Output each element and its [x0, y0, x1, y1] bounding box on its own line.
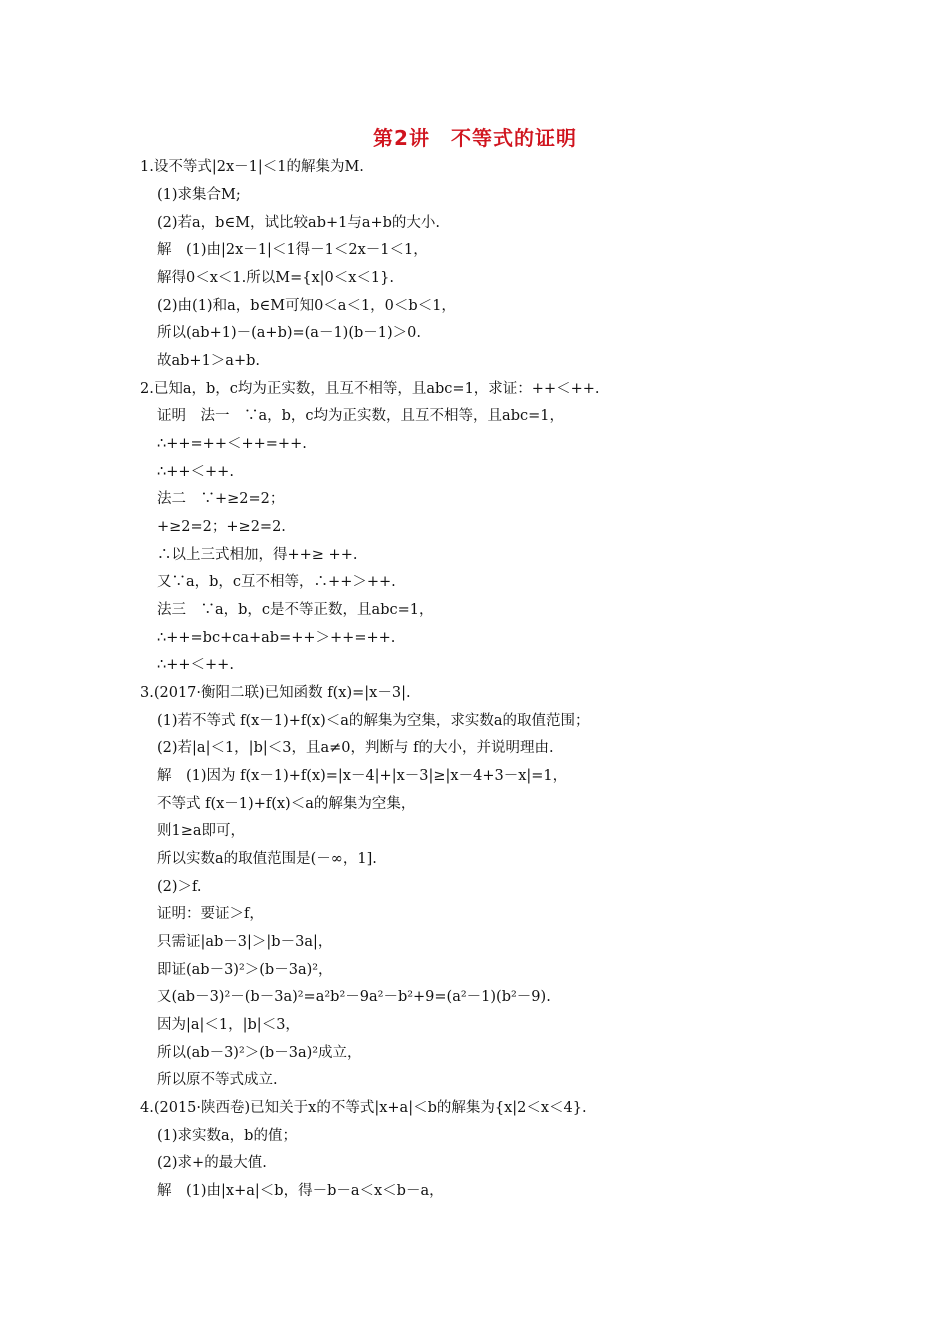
- problem-3-solution-line: 即证(ab－3)²＞(b－3a)²，: [157, 962, 333, 978]
- problem-2-proof-line: ∴++＜++.: [157, 464, 234, 480]
- problem-2-proof-line: 法二 ∵+≥2=2；: [157, 491, 285, 507]
- problem-1-solution-line: 解得0＜x＜1.所以M={x|0＜x＜1}.: [157, 270, 394, 286]
- problem-2-proof-line: 证明 法一 ∵a，b，c均为正实数，且互不相等，且abc=1，: [157, 408, 564, 424]
- problem-2-proof-line: ∴++=++＜++=++.: [157, 436, 307, 452]
- problem-2-proof-line: ∴++=bc+ca+ab=++＞++=++.: [157, 630, 396, 646]
- problem-2-proof-line: 又∵a，b，c互不相等，∴++＞++.: [157, 574, 396, 590]
- problem-3-solution-line: 又(ab－3)²－(b－3a)²=a²b²－9a²－b²+9=(a²－1)(b²－9).: [157, 989, 551, 1005]
- problem-2-statement: 2.已知a，b，c均为正实数，且互不相等，且abc=1，求证：++＜++.: [140, 381, 600, 397]
- problem-1-solution-line: (2)由(1)和a，b∈M可知0＜a＜1，0＜b＜1，: [157, 298, 456, 314]
- problem-2-proof-line: ∴++＜++.: [157, 657, 234, 673]
- problem-4-solution-line: 解 (1)由|x+a|＜b，得－b－a＜x＜b－a，: [157, 1183, 444, 1199]
- page-title: 第2讲 不等式的证明: [373, 126, 577, 150]
- problem-1-solution-line: 所以(ab+1)－(a+b)=(a－1)(b－1)＞0.: [157, 325, 421, 341]
- problem-3-solution-line: 所以实数a的取值范围是(－∞，1].: [157, 851, 377, 867]
- problem-3-solution-line: 所以(ab－3)²＞(b－3a)²成立，: [157, 1045, 362, 1061]
- problem-2-proof-line: 法三 ∵a，b，c是不等正数，且abc=1，: [157, 602, 434, 618]
- problem-3-part-2: (2)若|a|＜1，|b|＜3，且a≠0，判断与 f的大小，并说明理由.: [157, 740, 554, 756]
- problem-3-solution-line: 因为|a|＜1，|b|＜3，: [157, 1017, 300, 1033]
- problem-3-solution-line: 则1≥a即可，: [157, 823, 246, 839]
- problem-4-statement: 4.(2015·陕西卷)已知关于x的不等式|x+a|＜b的解集为{x|2＜x＜4}.: [140, 1100, 587, 1116]
- problem-3-solution-line: 证明：要证＞f，: [157, 906, 264, 922]
- problem-1-solution-line: 故ab+1＞a+b.: [157, 353, 260, 369]
- problem-3-statement: 3.(2017·衡阳二联)已知函数 f(x)=|x－3|.: [140, 685, 411, 701]
- problem-1-solution-line: 解 (1)由|2x－1|＜1得－1＜2x－1＜1，: [157, 242, 428, 258]
- problem-3-solution-line: (2)＞f.: [157, 879, 202, 895]
- problem-4-part-1: (1)求实数a，b的值；: [157, 1128, 297, 1144]
- problem-3-solution-line: 只需证|ab－3|＞|b－3a|，: [157, 934, 333, 950]
- problem-4-part-2: (2)求+的最大值.: [157, 1155, 267, 1171]
- problem-3-solution-line: 所以原不等式成立.: [157, 1072, 278, 1088]
- problem-3-solution-line: 解 (1)因为 f(x－1)+f(x)=|x－4|+|x－3|≥|x－4+3－x|=1，: [157, 768, 568, 784]
- problem-1-part-2: (2)若a，b∈M，试比较ab+1与a+b的大小.: [157, 215, 441, 231]
- problem-2-proof-line: +≥2=2；+≥2=2.: [157, 519, 286, 535]
- problem-1-part-1: (1)求集合M;: [157, 187, 241, 203]
- problem-3-part-1: (1)若不等式 f(x－1)+f(x)＜a的解集为空集，求实数a的取值范围；: [157, 713, 590, 729]
- problem-3-solution-line: 不等式 f(x－1)+f(x)＜a的解集为空集，: [157, 796, 416, 812]
- problem-1-statement: 1.设不等式|2x－1|＜1的解集为M.: [140, 159, 364, 175]
- problem-2-proof-line: ∴以上三式相加，得++≥ ++.: [157, 547, 358, 563]
